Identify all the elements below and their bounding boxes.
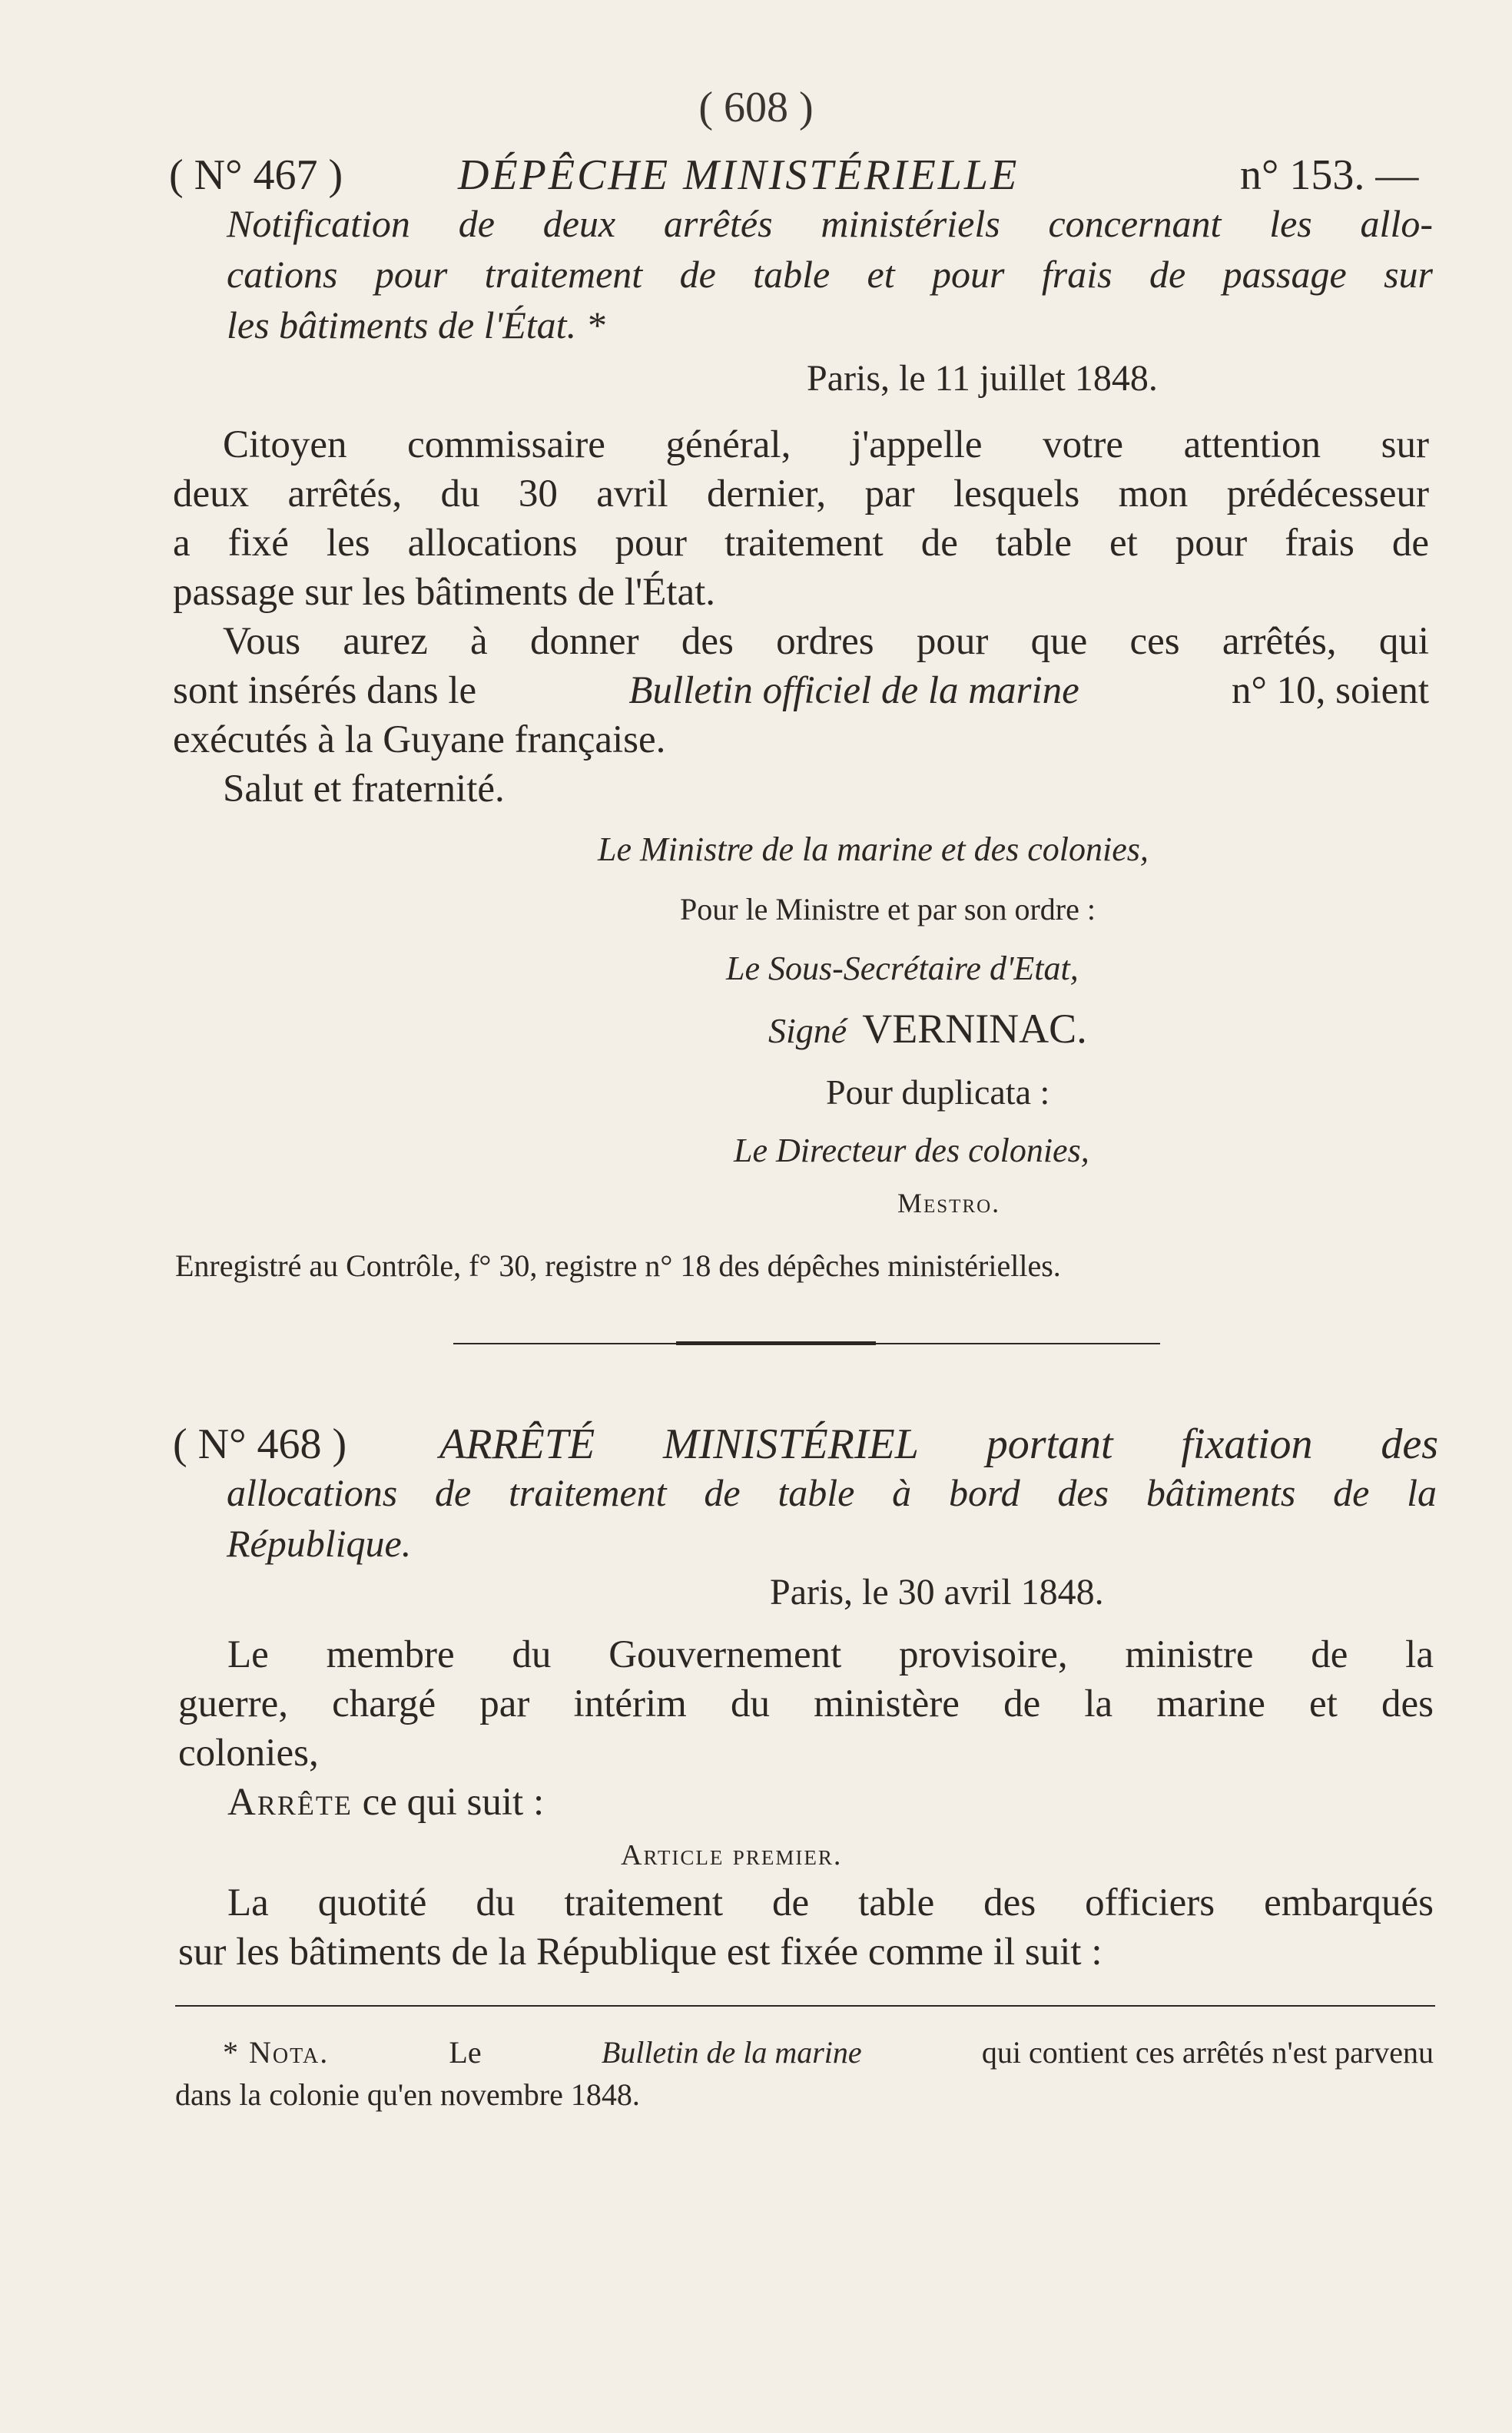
closing-salutation: Salut et fraternité. [223, 767, 505, 810]
paragraph-line: colonies, [178, 1732, 319, 1775]
title-line-2: allocations de traitement de table à bord des bâtiments de la [227, 1471, 1437, 1514]
decree-clause [227, 1780, 544, 1825]
article-heading: Article premier. [621, 1839, 843, 1871]
director-name: Mestro. [897, 1188, 1001, 1218]
document-title-468: ARRÊTÉ MINISTÉRIEL portant fixation des [439, 1420, 1438, 1468]
duplicata-line: Pour duplicata : [826, 1072, 1050, 1112]
title-line-3: République. [227, 1522, 412, 1565]
section-divider-ornament [676, 1341, 876, 1345]
paragraph-line: La quotité du traitement de table des officiers embarqués [227, 1881, 1434, 1924]
paragraph-line-with-italic [173, 668, 1429, 713]
paragraph-line: Citoyen commissaire général, j'appelle votre attention sur [223, 423, 1429, 466]
footnote-line-2: dans la colonie qu'en novembre 1848. [175, 2077, 640, 2112]
dateline-467: Paris, le 11 juillet 1848. [807, 358, 1158, 399]
footnote-line-1 [223, 2034, 1434, 2070]
text-run: sont insérés dans le [173, 669, 477, 712]
paragraph-line: Le membre du Gouvernement provisoire, ministre de la [227, 1633, 1434, 1676]
paragraph-line: guerre, chargé par intérim du ministère de la marine et des [178, 1682, 1434, 1725]
text-run: n° 10, soient [1232, 669, 1429, 712]
document-title-467: DÉPÊCHE MINISTÉRIELLE [458, 151, 1020, 199]
page-number: ( 608 ) [698, 84, 814, 131]
footnote-text: qui contient ces arrêtés n'est parvenu [981, 2035, 1434, 2070]
dispatch-number-467: n° 153. — [1240, 151, 1419, 199]
document-number-467: ( N° 467 ) [169, 151, 343, 199]
registration-note: Enregistré au Contrôle, f° 30, registre n° 18 des dépêches ministérielles. [175, 1248, 1061, 1283]
document-number-468: ( N° 468 ) [173, 1420, 347, 1468]
arrete-word: Arrête [227, 1781, 353, 1824]
notification-line-3: les bâtiments de l'État. * [227, 303, 605, 346]
footnote-text: Le [449, 2035, 482, 2070]
notification-line-2: cations pour traitement de table et pour frais de passage sur [227, 253, 1433, 296]
paragraph-line: sur les bâtiments de la République est fixée comme il suit : [178, 1931, 1102, 1974]
signature-line [768, 1005, 1087, 1052]
on-behalf-line: Pour le Ministre et par son ordre : [680, 892, 1096, 926]
signatory-name: VERNINAC. [862, 1006, 1087, 1052]
arrete-rest: ce qui suit : [362, 1781, 545, 1824]
minister-line: Le Ministre de la marine et des colonies, [598, 830, 1149, 868]
under-secretary-line: Le Sous-Secrétaire d'Etat, [726, 950, 1079, 987]
paragraph-line: deux arrêtés, du 30 avril dernier, par lesquels mon prédécesseur [173, 472, 1429, 515]
paragraph-line: a fixé les allocations pour traitement de table et pour frais de [173, 522, 1429, 565]
paragraph-line: Vous aurez à donner des ordres pour que ces arrêtés, qui [223, 620, 1429, 663]
notification-line-1: Notification de deux arrêtés ministériels concernant les allo- [227, 202, 1433, 245]
bulletin-title: Bulletin officiel de la marine [628, 669, 1079, 712]
paragraph-line: passage sur les bâtiments de l'État. [173, 571, 716, 614]
footnote-rule [175, 2005, 1435, 2007]
footnote-nota: * Nota. [223, 2035, 330, 2070]
paragraph-line: exécutés à la Guyane française. [173, 718, 666, 761]
dateline-468: Paris, le 30 avril 1848. [770, 1572, 1104, 1613]
signed-label: Signé [768, 1011, 847, 1050]
footnote-bulletin-title: Bulletin de la marine [601, 2035, 862, 2070]
director-line: Le Directeur des colonies, [734, 1132, 1089, 1169]
